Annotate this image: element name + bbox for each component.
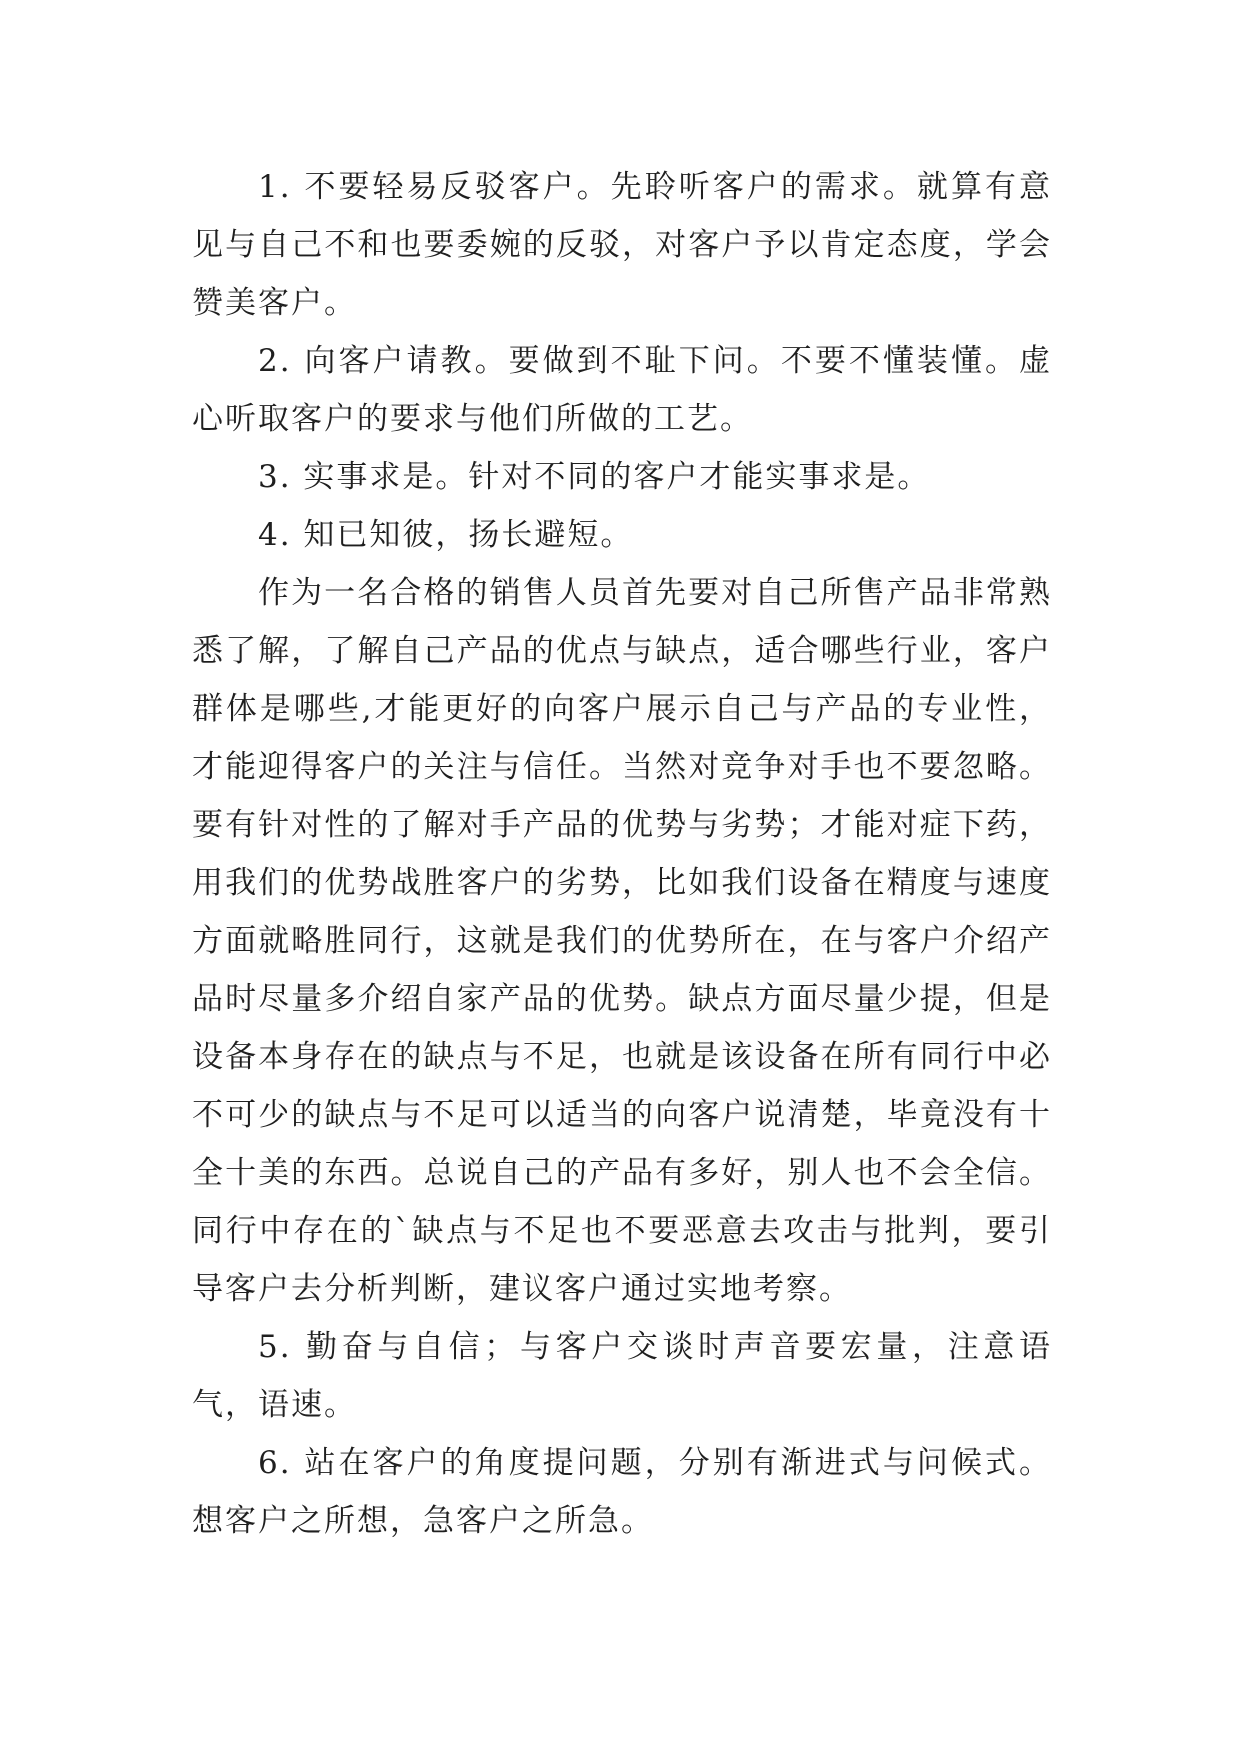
paragraph-3: 3. 实事求是。针对不同的客户才能实事求是。 xyxy=(258,459,931,495)
paragraph-7: 6. 站在客户的角度提问题，分别有渐进式与问候式。想客户之所想，急客户之所急。 xyxy=(192,1445,1052,1539)
paragraph-4: 4. 知已知彼，扬长避短。 xyxy=(258,517,634,553)
document-body xyxy=(192,158,1052,1550)
paragraph-1: 1. 不要轻易反驳客户。先聆听客户的需求。就算有意见与自己不和也要委婉的反驳，对客户予以肯定态度，学会赞美客户。 xyxy=(192,169,1052,321)
paragraph-6: 5. 勤奋与自信；与客户交谈时声音要宏量，注意语气，语速。 xyxy=(192,1329,1052,1423)
paragraph-2: 2. 向客户请教。要做到不耻下问。不要不懂装懂。虚心听取客户的要求与他们所做的工艺。 xyxy=(192,343,1052,437)
paragraph-5: 作为一名合格的销售人员首先要对自己所售产品非常熟悉了解，了解自己产品的优点与缺点，适合哪些行业，客户群体是哪些,才能更好的向客户展示自己与产品的专业性，才能迎得客户的关注与信任。当然对竞争对手也不要忽略。要有针对性的了解对手产品的优势与劣势；才能对症下药，用我们的优势战胜客户的劣势，比如我们设备在精度与速度方面就略胜同行，这就是我们的优势所在，在与客户介绍产品时尽量多介绍自家产品的优势。缺点方面尽量少提，但是设备本身存在的缺点与不足，也就是该设备在所有同行中必不可少的缺点与不足可以适当的向客户说清楚，毕竟没有十全十美的东西。总说自己的产品有多好，别人也不会全信。同行中存在的`缺点与不足也不要恶意去攻击与批判，要引导客户去分析判断，建议客户通过实地考察。 xyxy=(192,575,1052,1307)
